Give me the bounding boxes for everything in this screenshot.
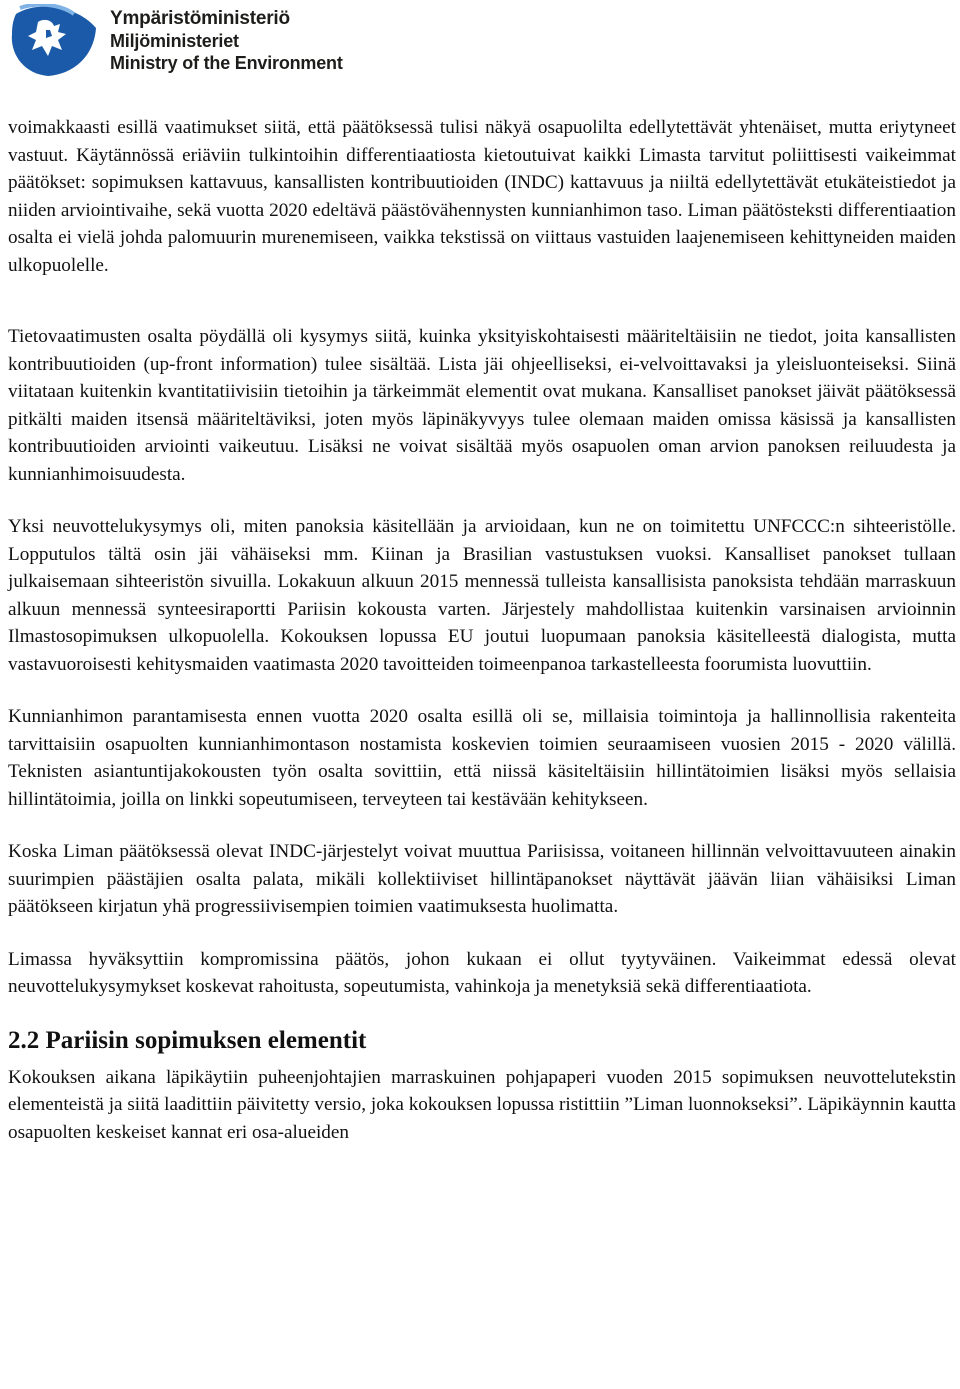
ministry-name (110, 8, 343, 74)
paragraph: Kunnianhimon parantamisesta ennen vuotta 2020 osalta esillä oli se, millaisia toimintoja ja hallinnollisia rakenteita tarvittaisiin osapuolten kunnianhimontason nostamista koskevien toimien seuraamiseen vuosien 2015 - 2020 välillä. Teknisten asiantuntijakokousten työn osalta sovittiin, että niissä käsiteltäisiin hillintätoimien lisäksi myös sellaisia hillintätoimia, joilla on linkki sopeutumiseen, terveyteen tai kestävään kehitykseen. (8, 706, 956, 810)
ministry-name-en: Ministry of the Environment (110, 53, 343, 73)
paragraph: Tietovaatimusten osalta pöydällä oli kysymys siitä, kuinka yksityiskohtaisesti määriteltäisiin ne tiedot, joita kansallisten kontribuutioiden (up-front information) tulee sisältää. Lista jäi ohjeelliseksi, ei-velvoittavaksi ja yleisluonteiseksi. Siinä viitataan kuitenkin kvantitatiivisiin tietoihin ja tärkeimmät elementit ovat mukana. Kansalliset panokset jäivät päätöksessä pitkälti maiden itsensä määriteltäviksi, joten myös läpinäkyvyys tulee olemaan maiden omissa käsissä ja kansallisten kontribuutioiden arviointi vaikeutuu. Lisäksi ne voivat sisältää myös osapuolen oman arvion panoksen reiluudesta ja kunnianhimoisuudesta. (8, 326, 956, 485)
paragraph: Limassa hyväksyttiin kompromissina päätös, johon kukaan ei ollut tyytyväinen. Vaikeimmat edessä olevat neuvottelukysymykset koskevat rahoitusta, sopeutumista, vahinkoja ja menetyksiä sekä differentiaatiota. (8, 948, 956, 997)
ministry-name-sv: Miljöministeriet (110, 31, 239, 51)
ministry-logo (8, 4, 343, 78)
document-body (8, 114, 956, 1171)
paragraph: Koska Liman päätöksessä olevat INDC-järjestelyt voivat muuttua Pariisissa, voitaneen hillinnän velvoittavuuteen ainakin suurimpien päästäjien osalta palata, mikäli kollektiiviset hillintäpanokset näyttävät jäävän liian vähäisiksi Liman päätökseen kirjatun yhä progressiivisempien toimien vaatimuksesta huolimatta. (8, 841, 956, 917)
paragraph: Yksi neuvottelukysymys oli, miten panoksia käsitellään ja arvioidaan, kun ne on toimitettu UNFCCC:n sihteeristölle. Lopputulos tältä osin jäi vähäiseksi mm. Kiinan ja Brasilian vastustuksen vuoksi. Kansalliset panokset tullaan julkaisemaan sihteeristön sivuilla. Lokakuun alkuun 2015 mennessä tulleista kansallisista panoksista tehdään marraskuun alkuun mennessä synteesiraportti Pariisin kokousta varten. Järjestely mahdollistaa kuitenkin varsinaisen arvioinnin Ilmastosopimuksen ulkopuolella. Kokouksen lopussa EU joutui luopumaan panoksia käsitelleestä dialogista, mutta vastavuoroisesti kehitysmaiden vaatimasta 2020 tavoitteiden toimeenpanoa tarkastelleesta foorumista luovuttiin. (8, 516, 956, 675)
ministry-emblem-icon (8, 4, 100, 78)
paragraph: voimakkaasti esillä vaatimukset siitä, että päätöksessä tulisi näkyä osapuolilta edellytettävät yhtenäiset, mutta eriytyneet vastuut. Käytännössä eriäviin tulkintoihin differentiaatiosta kietoutuivat kaikki Limasta tarvitut poliittisesti vaikeimmat päätökset: sopimuksen kattavuus, kansallisten kontribuutioiden (INDC) kattavuus ja niiltä edellytettävät etukäteistiedot ja niiden arviointivaihe, sekä vuotta 2020 edeltävä päästövähennysten kunnianhimon taso. Liman päätösteksti differentiaation osalta ei vielä johda palomuurin murenemiseen, vaikka tekstissä on viittaus vastuiden laajenemiseen kehittyneiden maiden ulkopuolelle. (8, 117, 956, 276)
section-paragraph: Kokouksen aikana läpikäytiin puheenjohtajien marraskuinen pohjapaperi vuoden 2015 sopimuksen neuvottelutekstin elementeistä ja siitä laadittiin päivitetty versio, joka kokouksen lopussa ristittiin ”Liman luonnokseksi”. Läpikäynnin kautta osapuolten keskeiset kannat eri osa-alueiden (8, 1066, 956, 1143)
section-heading: 2.2 Pariisin sopimuksen elementit (8, 1026, 367, 1054)
ministry-name-fi: Ympäristöministeriö (110, 8, 290, 29)
